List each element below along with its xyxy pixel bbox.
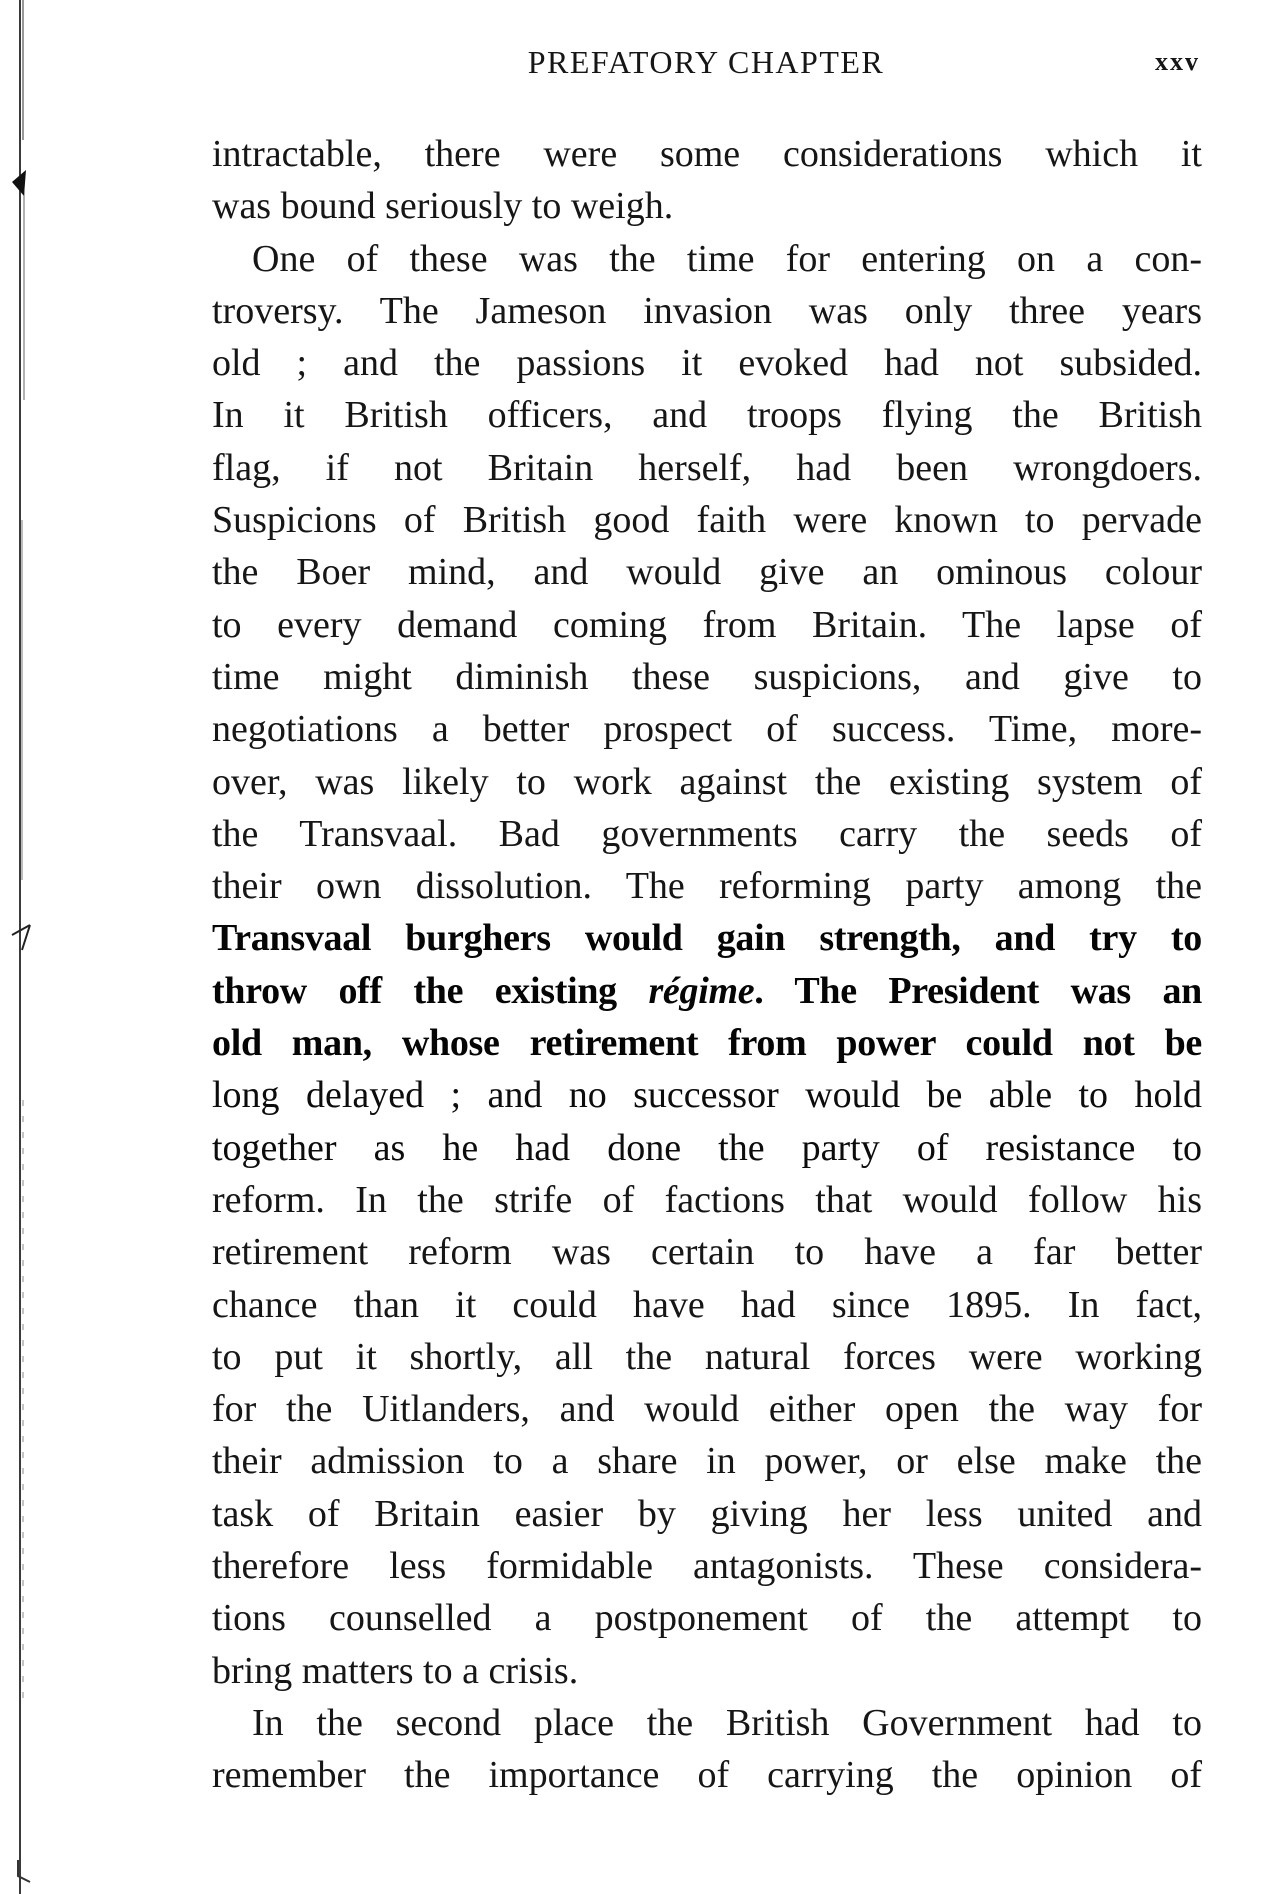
- text-line: Suspicions of British good faith were known to pervade: [212, 499, 1202, 542]
- text-line: the Boer mind, and would give an ominous colour: [212, 551, 1202, 594]
- text-line: flag, if not Britain herself, had been wrongdoers.: [212, 446, 1202, 489]
- text-line: One of these was the time for entering on a con-: [252, 237, 1202, 280]
- text-line: retirement reform was certain to have a far better: [212, 1231, 1202, 1274]
- text-line: the Transvaal. Bad governments carry the seeds of: [212, 812, 1202, 855]
- text-line: old ; and the passions it evoked had not subsided.: [212, 342, 1202, 385]
- page-number: xxv: [1155, 47, 1200, 76]
- text-line: bring matters to a crisis.: [212, 1649, 579, 1692]
- text-line: chance than it could have had since 1895. In fact,: [212, 1283, 1202, 1326]
- text-line: therefore less formidable antagonists. These considera-: [212, 1545, 1202, 1588]
- text-line: throw off the existing régime. The President was an: [212, 969, 1202, 1012]
- page-header: [212, 42, 1200, 82]
- running-head: PREFATORY CHAPTER: [527, 44, 885, 80]
- text-line: for the Uitlanders, and would either open the way for: [212, 1388, 1202, 1431]
- text-line: In the second place the British Government had to: [252, 1701, 1202, 1744]
- body-text: [212, 128, 1202, 1802]
- text-line: time might diminish these suspicions, and give to: [212, 655, 1202, 698]
- text-line: over, was likely to work against the existing system of: [212, 760, 1202, 803]
- paragraph: [212, 233, 1202, 1697]
- text-line: intractable, there were some considerations which it: [212, 133, 1202, 175]
- text-line: together as he had done the party of resistance to: [212, 1126, 1202, 1169]
- text-line: to put it shortly, all the natural forces were working: [212, 1335, 1202, 1378]
- text-line: remember the importance of carrying the opinion of: [212, 1754, 1202, 1797]
- text-line: troversy. The Jameson invasion was only three years: [212, 289, 1202, 332]
- text-line: their admission to a share in power, or else make the: [212, 1440, 1202, 1483]
- binding-edge-marks: [8, 0, 32, 1894]
- text-line: to every demand coming from Britain. The lapse of: [212, 603, 1202, 646]
- text-line: reform. In the strife of factions that would follow his: [212, 1178, 1202, 1221]
- text-line: was bound seriously to weigh.: [212, 185, 674, 228]
- text-line: In it British officers, and troops flying the British: [212, 394, 1202, 437]
- paragraph: [212, 128, 1202, 233]
- text-line: their own dissolution. The reforming party among the: [212, 865, 1202, 908]
- text-line: long delayed ; and no successor would be able to hold: [212, 1074, 1202, 1117]
- paragraph: [212, 1697, 1202, 1802]
- text-line: task of Britain easier by giving her less united and: [212, 1492, 1202, 1535]
- text-line: negotiations a better prospect of success. Time, more-: [212, 708, 1202, 751]
- text-line: tions counselled a postponement of the attempt to: [212, 1597, 1202, 1640]
- text-line: old man, whose retirement from power could not be: [212, 1022, 1202, 1065]
- text-line: Transvaal burghers would gain strength, and try to: [212, 917, 1202, 960]
